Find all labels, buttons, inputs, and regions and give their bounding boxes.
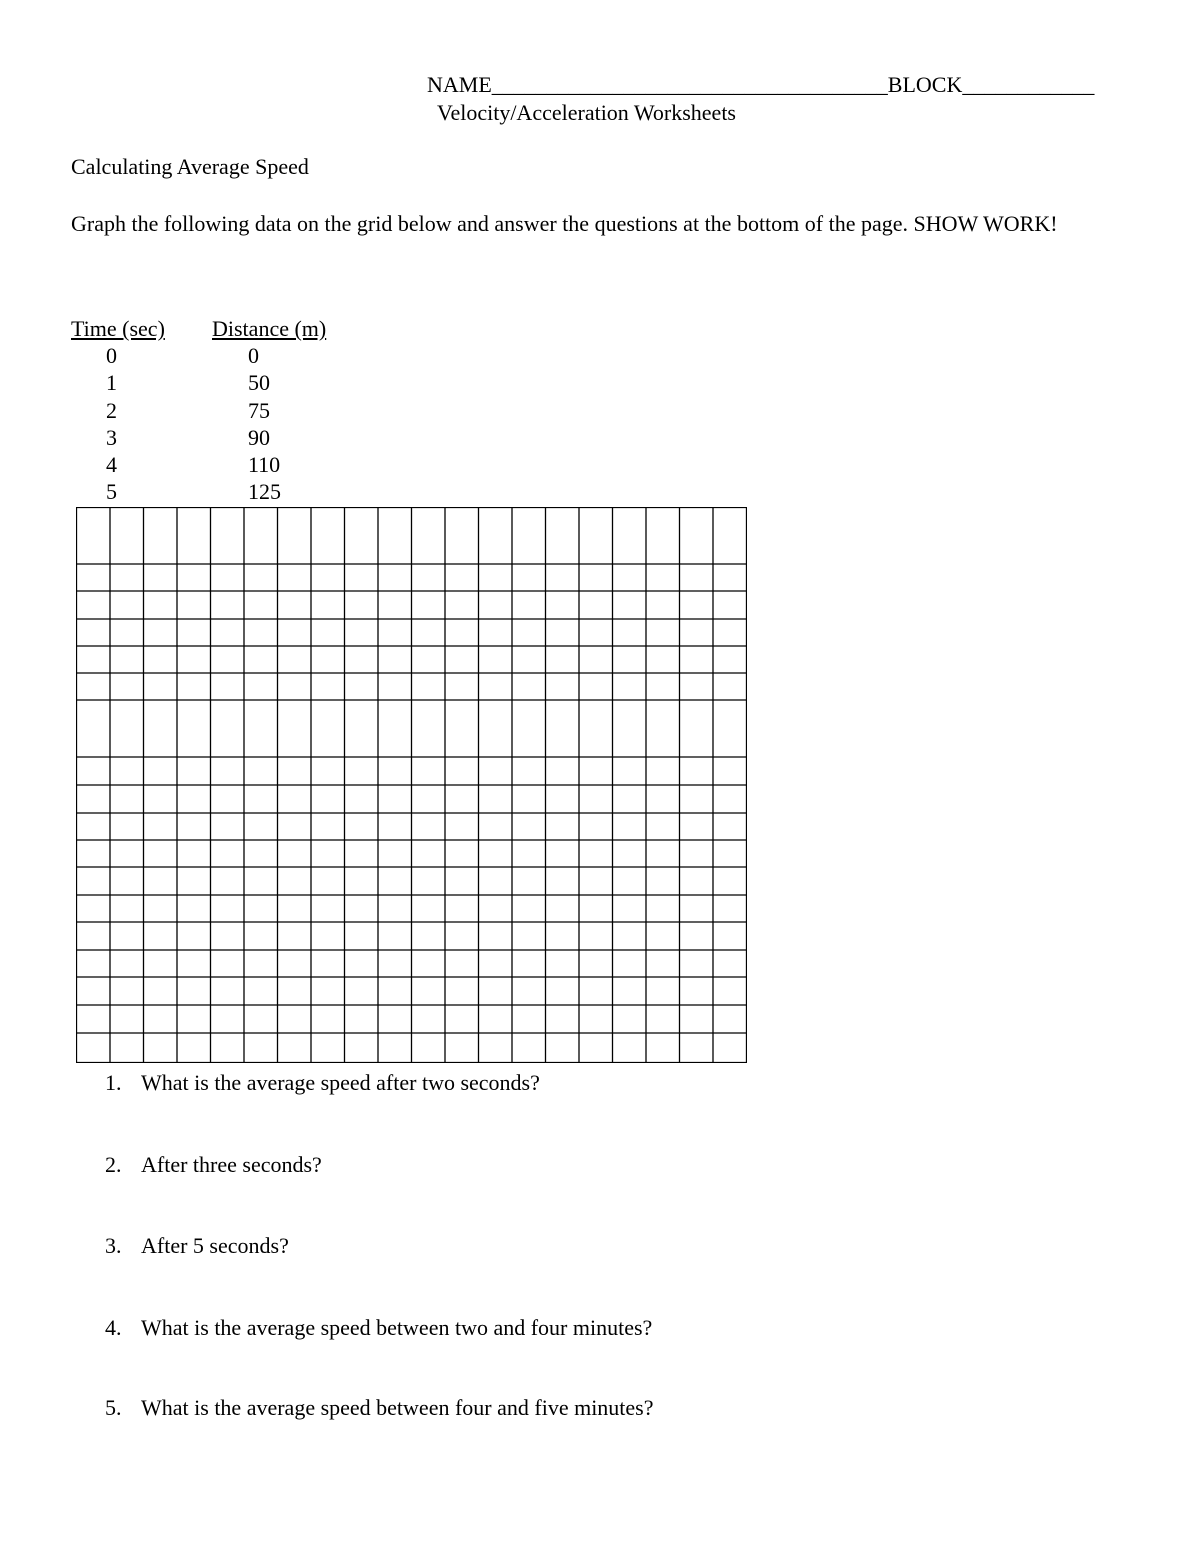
table-cell-time: 3 [106,425,117,450]
table-cell-distance: 75 [248,398,270,423]
question-text: What is the average speed between four and five minutes? [141,1395,654,1420]
instructions: Graph the following data on the grid below and answer the questions at the bottom of the page. SHOW WORK! [71,211,1058,236]
table-cell-time: 0 [106,343,117,368]
section-title: Calculating Average Speed [71,154,309,179]
block-blank[interactable]: ____________ [962,72,1095,97]
question-number: 4. [105,1315,122,1340]
question-text: After three seconds? [141,1152,322,1177]
question-number: 2. [105,1152,122,1177]
name-blank[interactable]: ____________________________________ [491,72,888,97]
name-block-line [427,74,1094,96]
question-number: 3. [105,1233,122,1258]
question-text: What is the average speed after two seconds? [141,1070,540,1095]
table-cell-time: 5 [106,479,117,504]
question-text: What is the average speed between two and four minutes? [141,1315,653,1340]
question-number: 5. [105,1395,122,1420]
block-label: BLOCK [887,72,963,97]
table-cell-distance: 90 [248,425,270,450]
question-text: After 5 seconds? [141,1233,289,1258]
table-header-distance: Distance (m) [212,316,327,341]
table-cell-distance: 110 [248,452,281,477]
table-cell-time: 2 [106,398,117,423]
question-number: 1. [105,1070,122,1095]
table-header-time: Time (sec) [71,316,165,341]
table-cell-distance: 125 [248,479,281,504]
table-cell-distance: 50 [248,370,270,395]
table-cell-distance: 0 [248,343,259,368]
worksheet-title: Velocity/Acceleration Worksheets [437,100,736,125]
graph-grid[interactable] [76,507,747,1063]
name-label: NAME [427,72,492,97]
table-cell-time: 4 [106,452,117,477]
table-cell-time: 1 [106,370,117,395]
